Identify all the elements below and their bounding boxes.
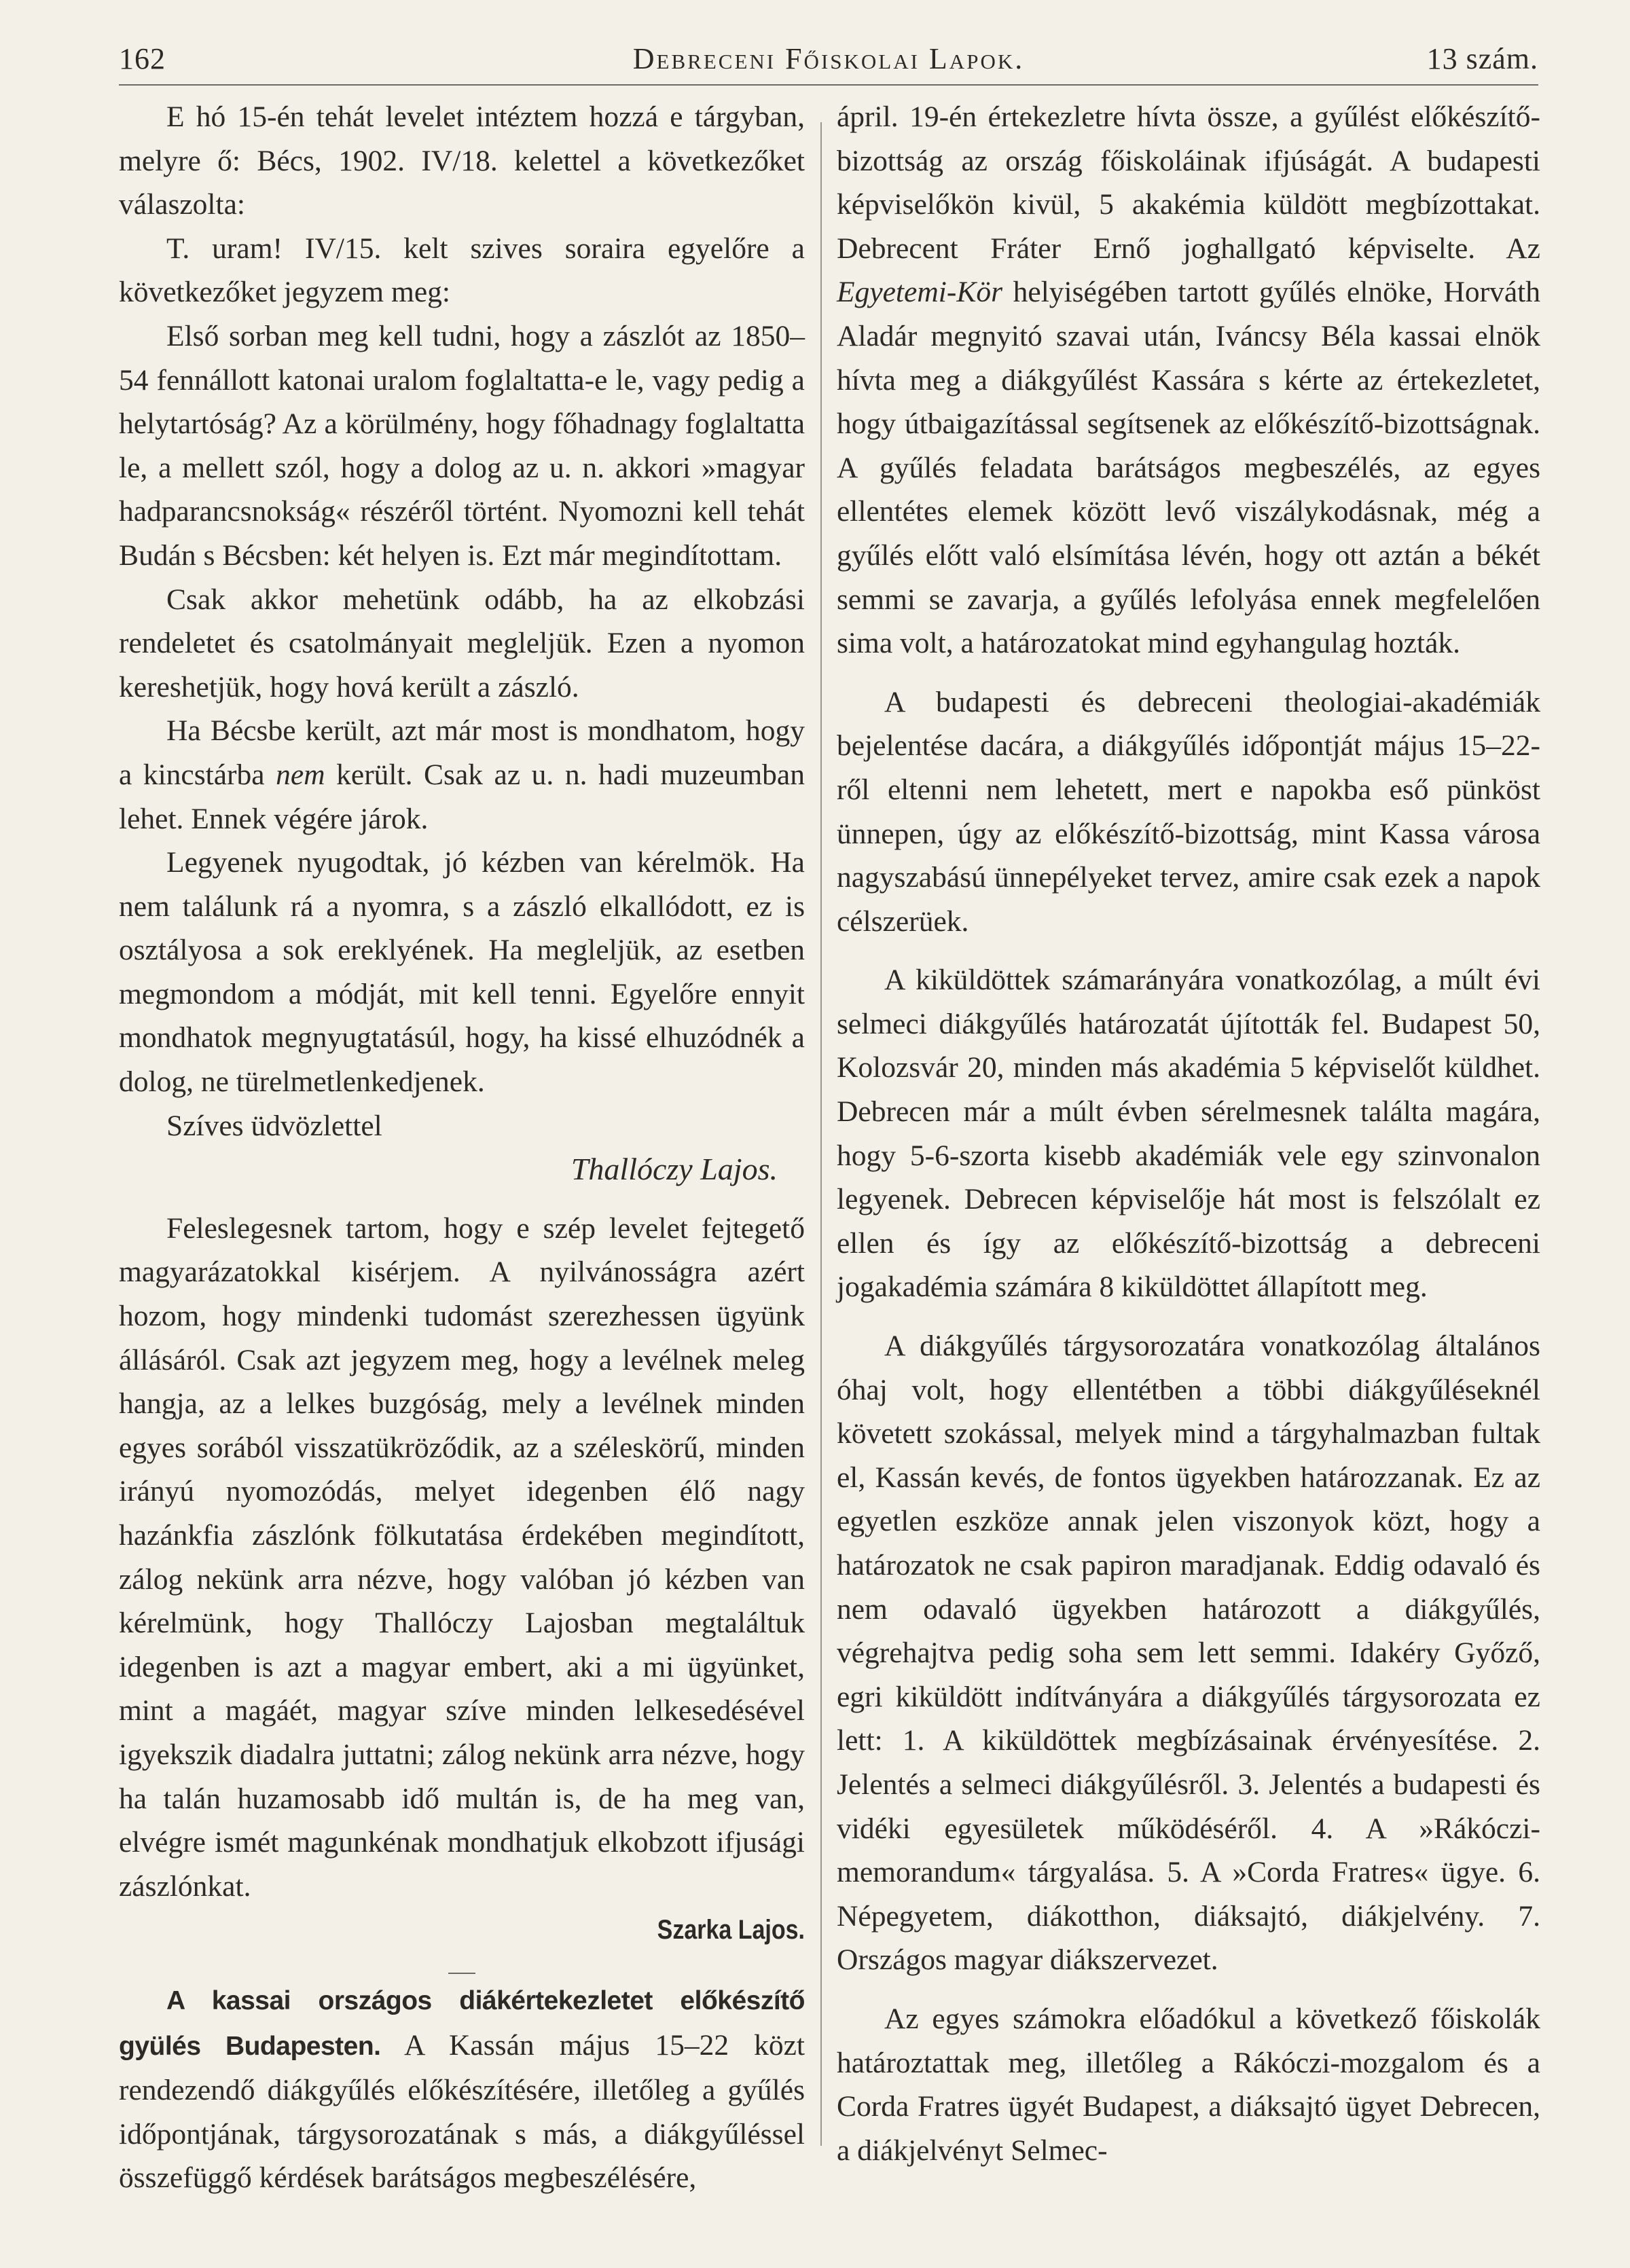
- paragraph: [119, 1978, 805, 2200]
- paragraph: A diákgyűlés tárgysorozatára vonatkozólag általános óhaj volt, hogy ellentétben a többi diákgyűléseknél követett szokással, melyek mind a tárgyhalmazban fultak el, Kassán kevés, de fontos ügyekben határozzanak. Ez az egyetlen eszköze annak jelen viszonyok közt, hogy a határozatok ne csak papiron maradjanak. Eddig odavaló és nem odavaló ügyekben határozott a diákgyűlés, végrehajtva pedig soha sem lett semmi. Idakéry Győző, egri kiküldött indítványára a diákgyűlés tárgysorozata ez lett: 1. A kiküldöttek megbízásainak érvényesítése. 2. Jelentés a selmeci diákgyűlésről. 3. Jelentés a budapesti és vidéki egyesületek működéséről. 4. A »Rákóczi-memorandum« tárgyalása. 5. A »Corda Fratres« ügye. 6. Népegyetem, diákotthon, diáksajtó, diákjelvény. 7. Országos magyar diákszervezet.: [837, 1330, 1540, 1977]
- paragraph: A kiküldöttek számarányára vonatkozólag, a múlt évi selmeci diákgyűlés határozatát újították fel. Budapest 50, Kolozsvár 20, minden más akadémia 5 képviselőt küldhet. Debrecen már a múlt évben sérelmesnek találta magára, hogy 5-6-szorta kisebb akadémiák vele egy szinvonalon legyenek. Debrecen képviselője hát most is felszólalt ez ellen és így az előkészítő-bizottság a debreceni jogakadémia számára 8 kiküldöttet állapított meg.: [837, 964, 1540, 1304]
- emphasis: Egyetemi-Kör: [837, 276, 1003, 309]
- paragraph: [119, 709, 805, 841]
- text-run: került. Csak az u. n. hadi muzeumban lehet. Ennek végére járok.: [119, 758, 805, 835]
- text-run: ápril. 19-én értekezletre hívta össze, a gyűlést előkészítő-bizottság az ország főiskoláinak ifjúságát. A budapesti képviselőkön kivül, 5 akakémia küldött megbízottakat. Debrecent Fráter Ernő joghallgató képviselte. Az: [837, 100, 1540, 265]
- text-run: Ha Bécsbe került, azt már most is mondhatom, hogy a kincstárba: [119, 714, 805, 791]
- signature: Thallóczy Lajos.: [570, 1152, 778, 1187]
- page-header: [119, 35, 1538, 83]
- paragraph: Az egyes számokra előadókul a következő főiskolák határoztattak meg, illetőleg a Rákóczi-mozgalom és a Corda Fratres ügyét Budapest, a diáksajtó ügyet Debrecen, a diákjelvényt Selmec-: [837, 2002, 1540, 2167]
- paragraph: Feleslegesnek tartom, hogy e szép levelet fejtegető magyarázatokkal kisérjem. A nyilvánosságra azért hozom, hogy mindenki tudomást szerezhessen ügyünk állásáról. Csak azt jegyzem meg, hogy a levélnek meleg hangja, az a lelkes buzgóság, mely a levélnek minden egyes sorából visszatükröződik, az a széleskörű, minden irányú nyomozódás, melyet idegenben élő nagy hazánkfia zászlónk fölkutatása érdekében megindított, zálog nekünk arra nézve, hogy valóban jó kézben van kérelmünk, hogy Thallóczy Lajosban megtaláltuk idegenben is azt a magyar embert, aki a mi ügyünket, mint a magáét, magyar szíve minden lelkesedésével igyekszik diadalra juttatni; zálog nekünk arra nézve, hogy ha talán huzamosabb idő multán is, de ha meg van, elvégre ismét magunkénak mondhatjuk elkobzott ifjusági zászlónkat.: [119, 1211, 805, 1903]
- paragraph: E hó 15-én tehát levelet intéztem hozzá e tárgyban, melyre ő: Bécs, 1902. IV/18. kelettel a következőket válaszolta:: [119, 100, 805, 221]
- header-rule: [119, 84, 1538, 86]
- text-run: helyiségében tartott gyűlés elnöke, Horváth Aladár megnyitó szavai után, Iváncsy Béla kassai elnök hívta meg a diákgyűlést Kassára s kérte az értekezletet, hogy útbaigazítással segítsenek az előkészítő-bizottságnak. A gyűlés feladata barátságos megbeszélés, az egyes ellentétes elemek között levő viszálykodásnak, még a gyűlés előtt való elsímítása lévén, hogy ott aztán a békét semmi se zavarja, a gyűlés lefolyása ennek megfelelően sima volt, a határozatokat mind egyhangulag hozták.: [837, 276, 1541, 660]
- issue-number: 13 szám.: [1426, 42, 1538, 75]
- paragraph: T. uram! IV/15. kelt szives soraira egyelőre a következőket jegyzem meg:: [119, 232, 805, 309]
- paragraph: A budapesti és debreceni theologiai-akadémiák bejelentése dacára, a diákgyűlés időpontját május 15–22-ről eltenni nem lehetett, mert e napokba eső pünköst ünnepen, úgy az előkészítő-bizottság, mint Kassa városa nagyszabású ünnepélyeket tervez, amire csak ezek a napok célszerüek.: [837, 685, 1540, 938]
- journal-title: Debreceni Főiskolai Lapok.: [632, 42, 1025, 75]
- paragraph: [837, 95, 1540, 665]
- section-divider: [448, 1973, 475, 1974]
- text-run: A Kassán május 15–22 közt rendezendő diákgyűlés előkészítésére, illetőleg a gyűlés időpontjának, tárgysorozatának s más, a diákgyűléssel összefüggő kérdések barátságos megbeszélésére,: [119, 2028, 805, 2195]
- paragraph: Legyenek nyugodtak, jó kézben van kérelmök. Ha nem találunk rá a nyomra, s a zászló elkallódott, ez is osztályosa a sok ereklyének. Ha megleljük, az esetben megmondom a módját, mit kell tenni. Egyelőre ennyit mondhatok megnyugtatásúl, hogy, ha kissé elhuzódnék a dolog, ne türelmetlenkedjenek.: [119, 846, 805, 1099]
- right-column: [837, 95, 1540, 2172]
- left-column: [119, 95, 805, 2200]
- column-divider: [820, 122, 822, 2146]
- emphasis: nem: [276, 758, 325, 791]
- article-title: A kassai országos diákértekezletet előkészítő gyülés Budapesten.: [119, 1986, 805, 2061]
- page-number: 162: [119, 42, 166, 75]
- paragraph: Első sorban meg kell tudni, hogy a zászlót az 1850–54 fennállott katonai uralom foglaltatta-e le, vagy pedig a helytartóság? Az a körülmény, hogy főhadnagy foglaltatta le, a mellett szól, hogy a dolog az u. n. akkori »magyar hadparancsnokság« részéről történt. Nyomozni kell tehát Budán s Bécsben: két helyen is. Ezt már megindítottam.: [119, 319, 805, 572]
- greeting: Szíves üdvözlettel: [166, 1109, 382, 1142]
- author-name: Szarka Lajos.: [657, 1915, 805, 1945]
- paragraph: Csak akkor mehetünk odább, ha az elkobzási rendeletet és csatolmányait megleljük. Ezen a nyomon kereshetjük, hogy hová került a zászló.: [119, 583, 805, 703]
